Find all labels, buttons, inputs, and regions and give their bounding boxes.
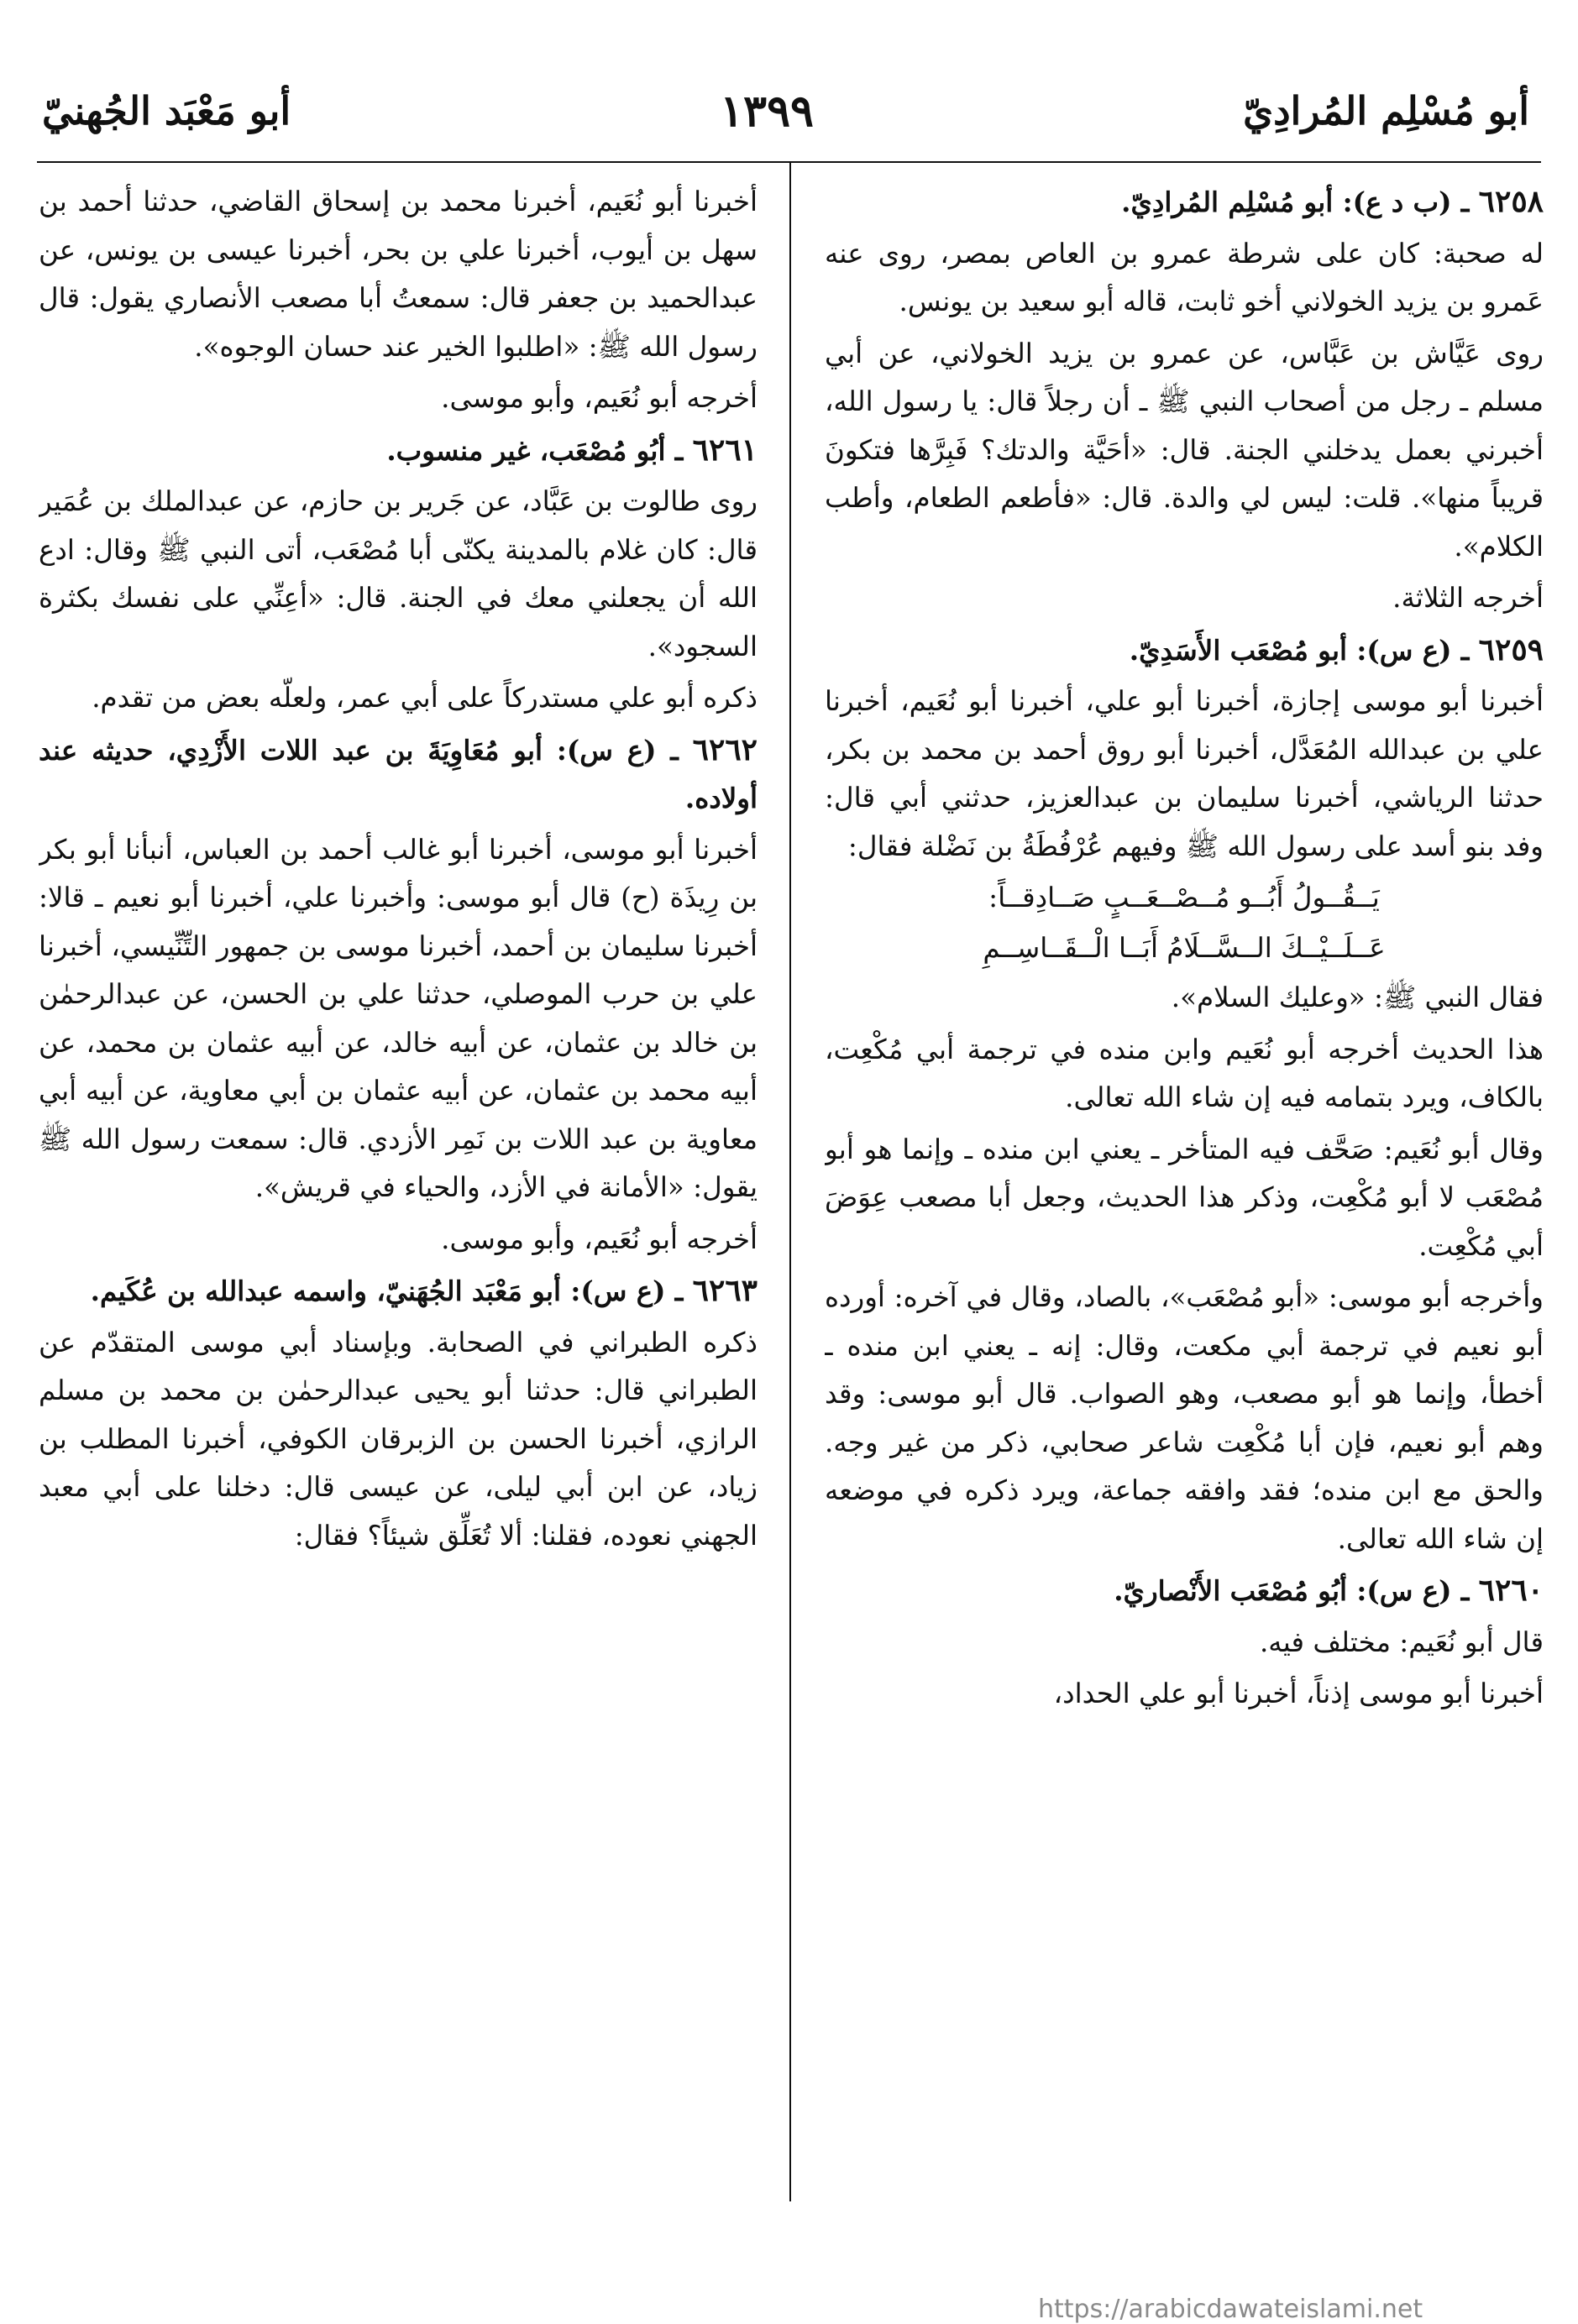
entry-number: ٦٢٦٠ (1478, 1573, 1544, 1608)
header-left-title: أبو مَعْبَد الجُهنيّ (42, 88, 291, 133)
entry-title: ـ (ع س): أبو مُصْعَب الأَسَدِيّ. (1129, 633, 1470, 667)
entry-heading (825, 178, 1544, 227)
entry-title: ـ (ع س): أبو مَعْبَد الجُهَنيّ، واسمه عبدالله بن عُكَيم. (90, 1275, 684, 1307)
entry-heading (39, 427, 758, 475)
paragraph: وأخرجه أبو موسى: «أبو مُصْعَب»، بالصاد، وقال في آخره: أورده أبو نعيم في ترجمة أبي مكعت، وقال: إنه ـ يعني ابن منده ـ أخطأ، وإنما هو أبو مصعب، وهو الصواب. قال أبو موسى: وقد وهم أبو نعيم، فإن أبا مُكْعِت شاعر صحابي، ذكر من غير وجه. والحق مع ابن منده؛ فقد وافقه جماعة، ويرد ذكره في موضعه إن شاء الله تعالى. (825, 1281, 1544, 1555)
paragraph: أخبرنا أبو نُعَيم، أخبرنا محمد بن إسحاق القاضي، حدثنا أحمد بن سهل بن أيوب، أخبرنا علي بن بحر، أخبرنا عيسى بن يونس، عن عبدالحميد بن جعفر قال: سمعتُ أبا مصعب الأنصاري يقول: قال رسول الله ﷺ: «اطلبوا الخير عند حسان الوجوه». (39, 186, 758, 363)
paragraph: ذكره أبو علي مستدركاً على أبي عمر، ولعلّه بعض من تقدم. (92, 682, 758, 714)
paragraph: روى عَيَّاش بن عَبَّاس، عن عمرو بن يزيد الخولاني، عن أبي مسلم ـ رجل من أصحاب النبي ﷺ ـ أن رجلاً قال: يا رسول الله، أخبرني بعمل يدخلني الجنة. قال: «أحَيَّة والدتك؟ فَبِرَّها فتكونَ قريباً منها». قلت: ليس لي والدة. قال: «فأطعم الطعام، وأطب الكلام». (825, 337, 1544, 563)
paragraph: فقال النبي ﷺ: «وعليك السلام». (1171, 981, 1544, 1013)
entry-heading (825, 1567, 1544, 1615)
header-right-title: أبو مُسْلِم المُرادِيّ (1243, 88, 1529, 133)
entry-heading (39, 726, 758, 823)
poem-line: عَــلَــيْــكَ الــسَّــلَامُ أَبَــا الْــقَــاسِــمِ (983, 931, 1386, 964)
paragraph: أخبرنا أبو موسى إذناً، أخبرنا أبو علي الحداد، (1053, 1678, 1544, 1709)
paragraph: ذكره الطبراني في الصحابة. وبإسناد أبي موسى المتقدّم عن الطبراني قال: حدثنا أبو يحيى عبدالرحمٰن بن محمد بن مسلم الرازي، أخبرنا الحسن بن الزبرقان الكوفي، أخبرنا المطلب بن زياد، عن ابن أبي ليلى، عن عيسى قال: دخلنا على أبي معبد الجهني نعوده، فقلنا: ألا تُعَلِّق شيئاً؟ فقال: (39, 1326, 758, 1552)
paragraph: أخبرنا أبو موسى، أخبرنا أبو غالب أحمد بن العباس، أنبأنا أبو بكر بن رِيذَة (ح) قال أبو موسى: وأخبرنا علي، أخبرنا أبو نعيم ـ قالا: أخبرنا سليمان بن أحمد، أخبرنا موسى بن جمهور التِّنِّيسي، أخبرنا علي بن حرب الموصلي، حدثنا علي بن الحسن، عن عبدالرحمٰن بن خالد بن عثمان، عن أبيه خالد، عن أبيه عثمان بن محمد، عن أبيه محمد بن عثمان، عن أبيه عثمان بن أبي معاوية، عن أبيه أبي معاوية بن عبد اللات بن نَمِر الأزدي. قال: سمعت رسول الله ﷺ يقول: «الأمانة في الأزد، والحياء في قريش». (39, 833, 758, 1203)
entry-heading (825, 626, 1544, 675)
paragraph: قال أبو نُعَيم: مختلف فيه. (1259, 1625, 1544, 1658)
paragraph: أخرجه الثلاثة. (1392, 582, 1544, 614)
entry-number: ٦٢٥٨ (1478, 184, 1544, 219)
paragraph: أخبرنا أبو موسى إجازة، أخبرنا أبو علي، أخبرنا أبو نُعَيم، أخبرنا علي بن عبدالله المُعَدَّل، أخبرنا أبو روق أحمد بن محمد بن بكر، حدثنا الرياشي، أخبرنا سليمان بن عبدالعزيز، حدثني أبي قال: وفد بنو أسد على رسول الله ﷺ وفيهم عُرْفُطَةُ بن نَضْلة فقال: (825, 685, 1544, 862)
entry-title: ـ (ع س): أبُو مُصْعَب الأَنْصاريّ. (1114, 1574, 1470, 1607)
entry-title: ـ أبُو مُصْعَب، غير منسوب. (386, 433, 684, 467)
entry-number: ٦٢٦٣ (692, 1273, 758, 1308)
entry-number: ٦٢٦١ (692, 432, 758, 468)
left-column (39, 178, 758, 2201)
entry-heading (39, 1267, 758, 1316)
paragraph: هذا الحديث أخرجه أبو نُعَيم وابن منده في ترجمة أبي مُكْعِت، بالكاف، ويرد بتمامه فيه إن شاء الله تعالى. (825, 1033, 1544, 1113)
right-column (825, 178, 1544, 2201)
entry-title: ـ (ع س): أبو مُعَاوِيَةَ بن عبد اللات الأَزْدِي، حديثه عند أولاده. (39, 733, 758, 814)
entry-number: ٦٢٦٢ (692, 731, 758, 767)
column-divider (789, 163, 791, 2201)
paragraph: وقال أبو نُعَيم: صَحَّف فيه المتأخر ـ يعني ابن منده ـ وإنما هو أبو مُصْعَب لا أبو مُكْعِت، وذكر هذا الحديث، وجعل أبا مصعب عِوَضَ أبي مُكْعِت. (825, 1133, 1544, 1262)
entry-number: ٦٢٥٩ (1478, 631, 1544, 667)
paragraph: أخرجه أبو نُعَيم، وأبو موسى. (441, 382, 758, 414)
paragraph: أخرجه أبو نُعَيم، وأبو موسى. (441, 1222, 758, 1255)
entry-title: ـ (ب د ع): أبو مُسْلِم المُرادِيّ. (1121, 186, 1470, 218)
paragraph: له صحبة: كان على شرطة عمرو بن العاص بمصر، روى عنه عَمرو بن يزيد الخولاني أخو ثابت، قاله أبو سعيد بن يونس. (825, 237, 1544, 317)
watermark-url: https://arabicdawateislami.net (1038, 2295, 1423, 2324)
poem-line: يَــقُــولُ أَبُــو مُــصْــعَــبٍ صَــادِقــاً: (988, 882, 1380, 913)
running-header (42, 77, 1529, 144)
page-number: ١٣٩٩ (720, 85, 814, 137)
paragraph: روى طالوت بن عَبَّاد، عن جَرير بن حازم، عن عبدالملك بن عُمَير قال: كان غلام بالمدينة يكنّى أبا مُصْعَب، أتى النبي ﷺ وقال: ادع الله أن يجعلني معك في الجنة. قال: «أعِنِّي على نفسك بكثرة السجود». (39, 485, 758, 662)
